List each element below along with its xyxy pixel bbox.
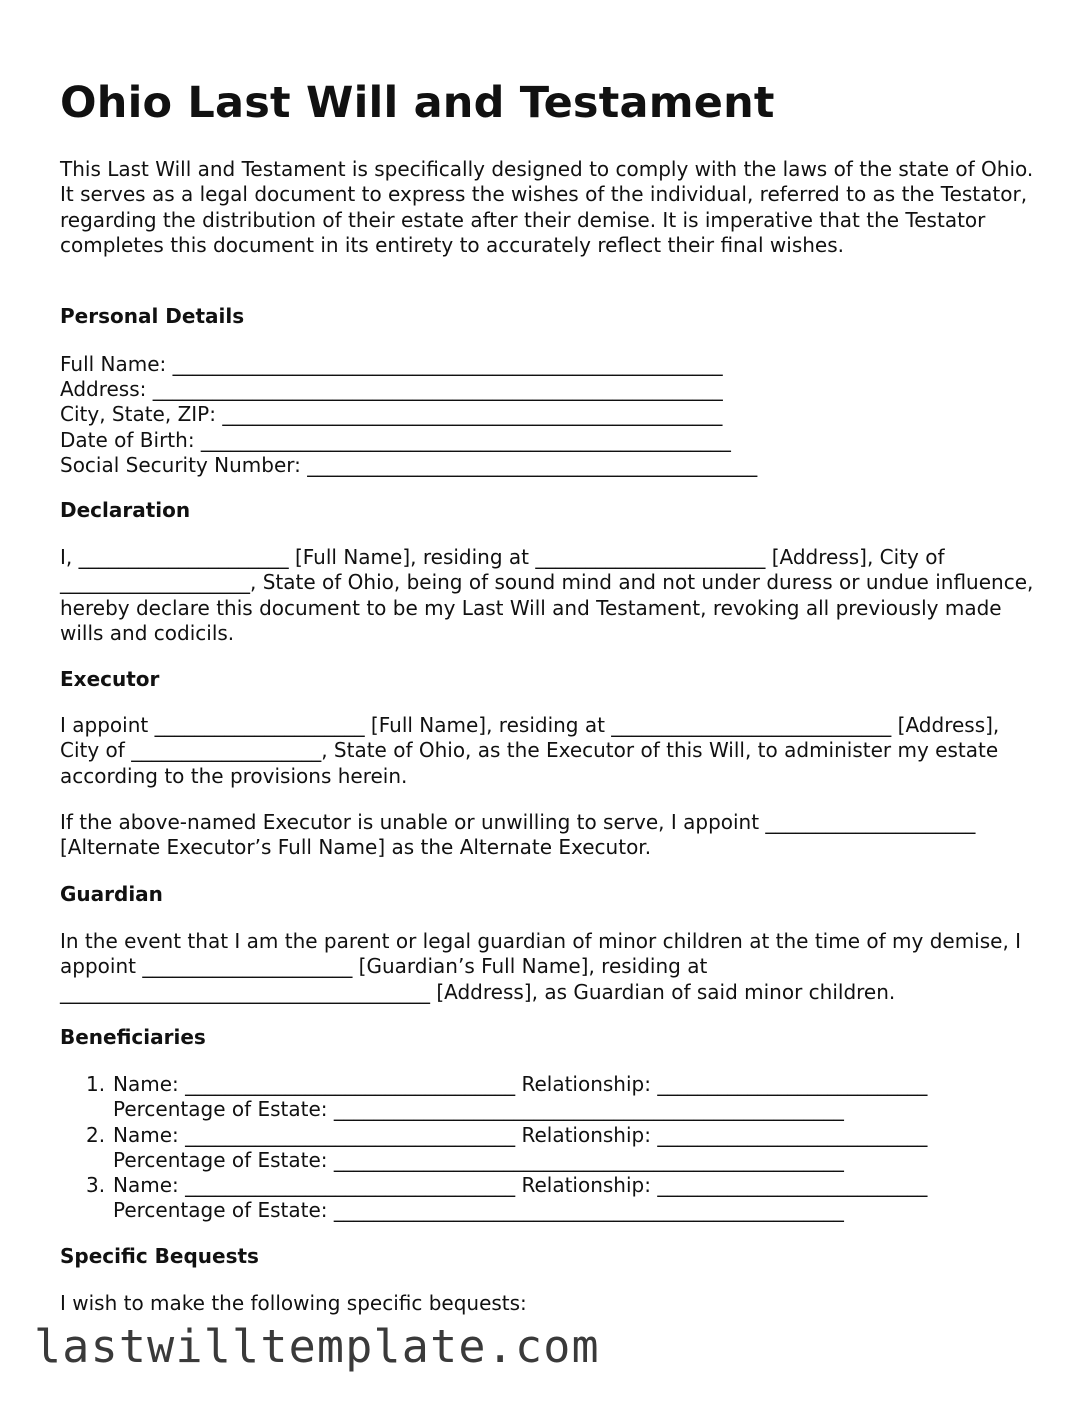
ssn-field: Social Security Number: _____________________________________________ [60,452,758,477]
personal-details-fields [60,352,757,478]
beneficiary-percentage: Percentage of Estate: ___________________________________________________ [113,1097,844,1122]
beneficiary-name-relationship: Name: _________________________________ Relationship: ___________________________ [113,1122,928,1147]
watermark: lastwilltemplate.com [34,1320,600,1373]
declaration-heading: Declaration [60,498,191,522]
beneficiary-item [60,1072,927,1123]
beneficiaries-heading: Beneficiaries [60,1025,206,1049]
beneficiary-name-relationship: Name: _________________________________ Relationship: ___________________________ [113,1173,928,1198]
intro-paragraph: This Last Will and Testament is specifically designed to comply with the laws of the state of Ohio. It serves as a legal document to express the wishes of the individual, referred to as the Testator, regarding the distribution of their estate after their demise. It is imperative that the Testator completes this document in its entirety to accurately reflect their final wishes. [60,157,1040,257]
beneficiary-item [60,1123,927,1174]
beneficiary-number: 2. [86,1122,106,1147]
specific-bequests-paragraph: I wish to make the following specific bequests: [60,1291,527,1315]
guardian-paragraph: In the event that I am the parent or legal guardian of minor children at the time of my demise, I appoint _____________________ [Guardian’s Full Name], residing at _____________________________________ [Address], as Guardian of said minor children. [60,929,1028,1004]
executor-heading: Executor [60,667,160,691]
specific-bequests-heading: Specific Bequests [60,1244,259,1268]
beneficiary-name-relationship: Name: _________________________________ Relationship: ___________________________ [113,1072,928,1096]
guardian-heading: Guardian [60,882,163,906]
beneficiary-number: 3. [86,1173,106,1198]
beneficiaries-list [60,1072,927,1224]
personal-details-heading: Personal Details [60,304,245,328]
beneficiary-item [60,1173,927,1224]
city-state-zip-field: City, State, ZIP: __________________________________________________ [60,402,723,427]
declaration-paragraph: I, _____________________ [Full Name], residing at _______________________ [Address], City of ___________________, State of Ohio, being of sound mind and not under duress or undue influence, hereby declare this document to be my Last Will and Testament, revoking all previously made wills and codicils. [60,545,1040,645]
executor-paragraph: I appoint _____________________ [Full Name], residing at ____________________________ [Address], City of ___________________, State of Ohio, as the Executor of this Will, to administer my estate according to the provisions herein. [60,713,1006,788]
document-title: Ohio Last Will and Testament [60,78,775,128]
full-name-field: Full Name: _______________________________________________________ [60,352,723,376]
address-field: Address: _________________________________________________________ [60,377,723,402]
alternate-executor-paragraph: If the above-named Executor is unable or unwilling to serve, I appoint _____________________ [Alternate Executor’s Full Name] as the Alternate Executor. [60,810,982,860]
beneficiary-percentage: Percentage of Estate: ___________________________________________________ [113,1198,844,1223]
date-of-birth-field: Date of Birth: _____________________________________________________ [60,427,731,452]
beneficiary-number: 1. [86,1072,106,1096]
beneficiary-percentage: Percentage of Estate: ___________________________________________________ [113,1147,844,1172]
